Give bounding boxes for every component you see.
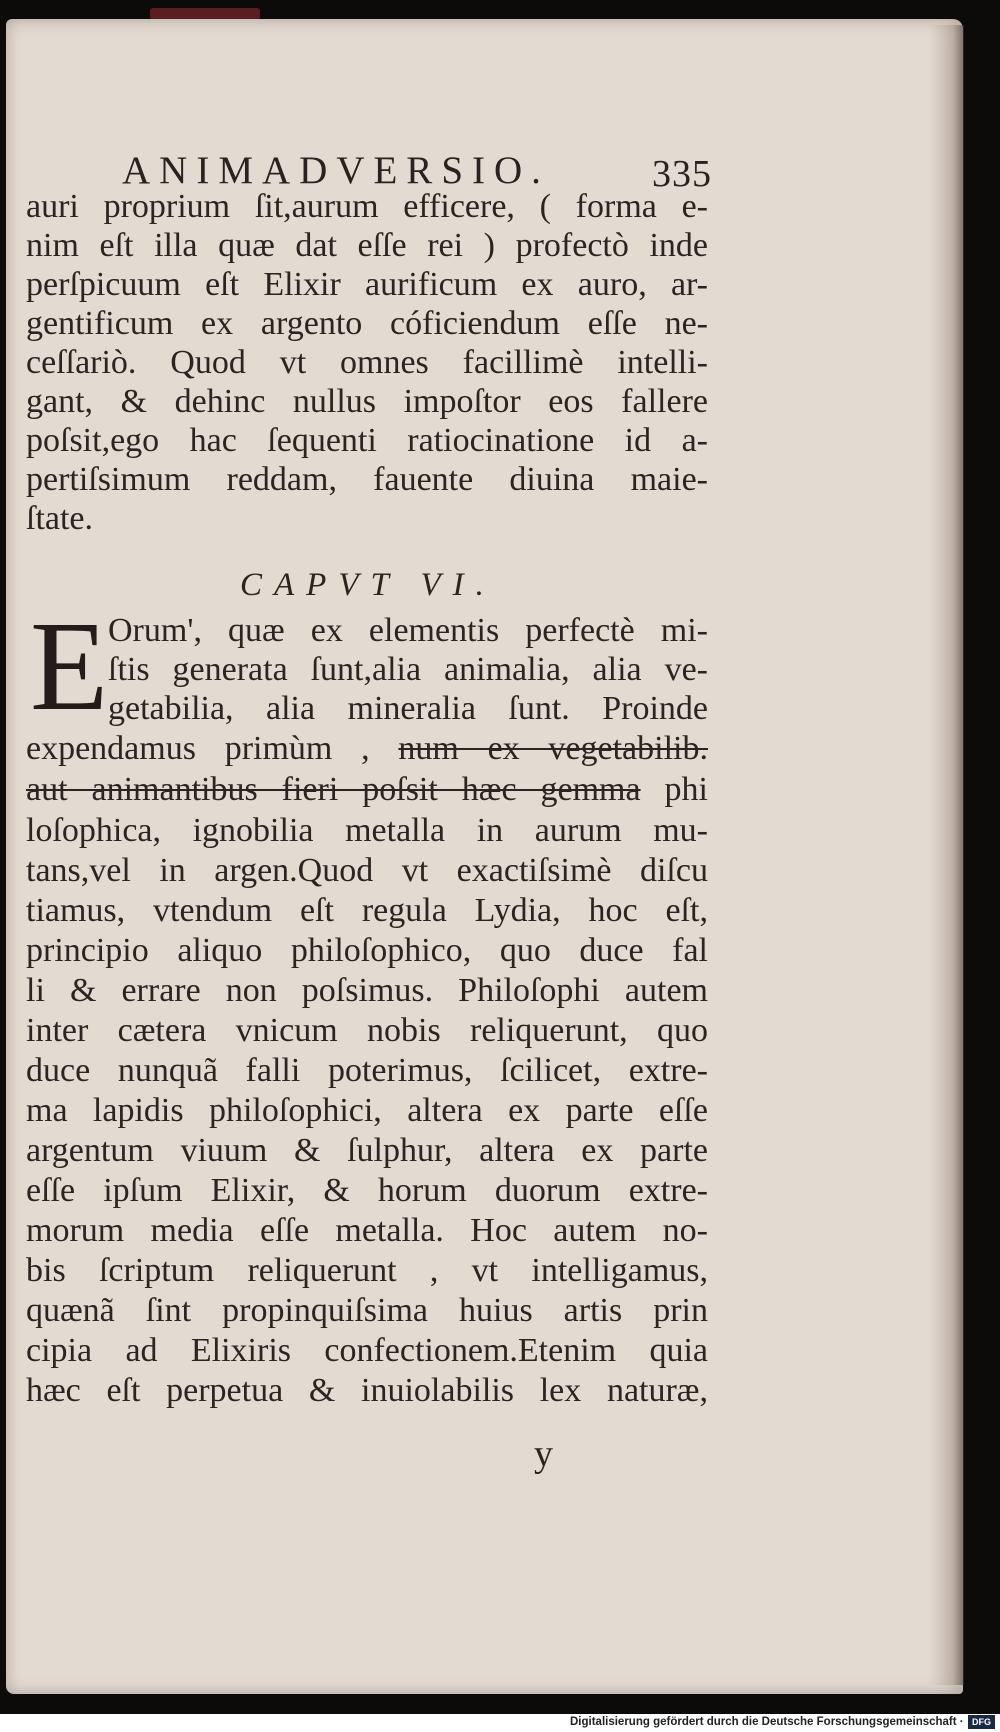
text-line: li & errare non poſsimus. Philoſophi autem: [26, 972, 708, 1009]
page-edge-shadow: [928, 25, 964, 1685]
drop-cap-initial: E: [30, 595, 109, 737]
catchword: y: [534, 1433, 553, 1475]
text-line: ſtis generata ſunt,alia animalia, alia ve-: [108, 651, 708, 688]
struck-text: aut animantibus fieri poſsit hæc gemma: [26, 771, 641, 808]
text-line: pertiſsimum reddam, fauente diuina maie-: [26, 461, 708, 498]
text-line-with-strikethrough: [26, 730, 708, 768]
dfg-logo: DFG: [968, 1715, 995, 1729]
running-head: ANIMADVERSIO.: [122, 149, 550, 192]
text-line: argentum viuum & ſulphur, altera ex parte: [26, 1132, 708, 1169]
text-line: principio aliquo philoſophico, quo duce fal: [26, 932, 708, 969]
chapter-heading: CAPVT VI.: [240, 567, 496, 603]
text-line: auri proprium ſit,aurum efficere, ( forma e-: [26, 188, 708, 225]
text-line: perſpicuum eſt Elixir aurificum ex auro, ar-: [26, 266, 708, 303]
text-line: inter cætera vnicum nobis reliquerunt, quo: [26, 1012, 708, 1049]
page-number: 335: [652, 153, 712, 195]
digitization-credit: Digitalisierung gefördert durch die Deutsche Forschungsgemeinschaft ·: [570, 1716, 964, 1728]
text-line-with-strikethrough: [26, 771, 708, 809]
text-line: poſsit,ego hac ſequenti ratiocinatione id a-: [26, 422, 708, 459]
text-segment: expendamus primùm ,: [26, 730, 399, 767]
text-line: morum media eſſe metalla. Hoc autem no-: [26, 1212, 708, 1249]
text-line: ceſſariò. Quod vt omnes facillimè intelli-: [26, 344, 708, 381]
text-line: loſophica, ignobilia metalla in aurum mu-: [26, 812, 708, 849]
text-line: gant, & dehinc nullus impoſtor eos fallere: [26, 383, 708, 420]
text-segment: phi: [640, 771, 709, 808]
text-line: tiamus, vtendum eſt regula Lydia, hoc eſt,: [26, 892, 708, 929]
text-line: eſſe ipſum Elixir, & horum duorum extre-: [26, 1172, 708, 1209]
text-line: getabilia, alia mineralia ſunt. Proinde: [108, 690, 708, 727]
text-line: ma lapidis philoſophici, altera ex parte eſſe: [26, 1092, 708, 1129]
struck-text: num ex vegetabilib.: [398, 730, 708, 767]
text-line: nim eſt illa quæ dat eſſe rei ) profectò inde: [26, 227, 708, 264]
text-line: quænã ſint propinquiſsima huius artis prin: [26, 1292, 708, 1329]
text-line: tans,vel in argen.Quod vt exactiſsimè diſcu: [26, 852, 708, 889]
text-line: duce nunquã falli poterimus, ſcilicet, extre-: [26, 1052, 708, 1089]
text-line: hæc eſt perpetua & inuiolabilis lex naturæ,: [26, 1372, 708, 1409]
text-line: bis ſcriptum reliquerunt , vt intelligamus,: [26, 1252, 708, 1289]
text-line: ſtate.: [26, 500, 94, 537]
text-line: gentificum ex argento cóficiendum eſſe ne-: [26, 305, 708, 342]
text-line: Orum', quæ ex elementis perfectè mi-: [108, 612, 708, 649]
text-line: cipia ad Elixiris confectionem.Etenim quia: [26, 1332, 708, 1369]
